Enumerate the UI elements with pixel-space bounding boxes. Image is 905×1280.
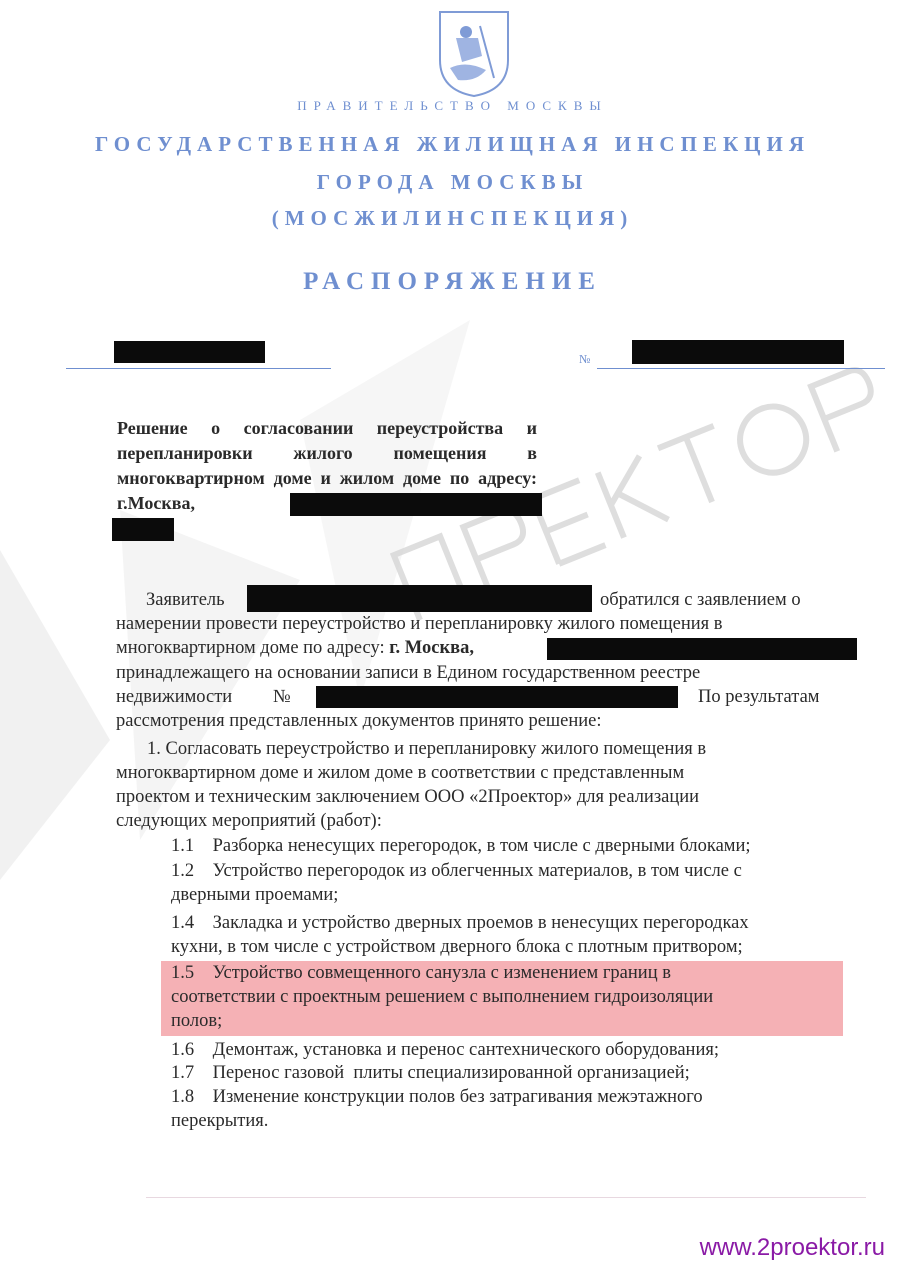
subitem-1-8-line2: перекрытия. xyxy=(171,1111,269,1131)
org-name-line2: ГОРОДА МОСКВЫ xyxy=(316,170,589,194)
body-line5-b: № xyxy=(273,687,291,707)
applicant-tail: обратился с заявлением о xyxy=(600,590,801,610)
website-link[interactable]: www.2proektor.ru xyxy=(699,1234,885,1261)
number-underline xyxy=(597,368,885,369)
redacted-registry-number xyxy=(316,686,678,708)
subitem-1-8-line1: 1.8 Изменение конструкции полов без затрагивания межэтажного xyxy=(171,1087,703,1107)
moscow-coat-of-arms-icon xyxy=(436,8,512,98)
applicant-label: Заявитель xyxy=(146,590,225,610)
government-title: ПРАВИТЕЛЬСТВО МОСКВЫ xyxy=(297,98,608,113)
redacted-number xyxy=(632,340,844,364)
body-line3-city: г. Москва, xyxy=(389,638,474,658)
subitem-1-5-line3: полов; xyxy=(171,1011,223,1031)
item1-line3: проектом и техническим заключением ООО «2Проектор» для реализации xyxy=(116,787,700,807)
subitem-1-2-line1: 1.2 Устройство перегородок из облегченных материалов, в том числе с xyxy=(171,861,742,881)
subitem-1-4-line1: 1.4 Закладка и устройство дверных проемов в ненесущих перегородках xyxy=(171,913,749,933)
body-line6: рассмотрения представленных документов принято решение: xyxy=(116,711,602,731)
redacted-applicant xyxy=(247,585,592,612)
item1-line1: 1. Согласовать переустройство и перепланировку жилого помещения в xyxy=(147,739,707,759)
number-label: № xyxy=(579,352,591,366)
body-line5-a: недвижимости xyxy=(116,687,233,707)
body-line2: намерении провести переустройство и перепланировку жилого помещения в xyxy=(116,614,723,634)
subitem-1-7: 1.7 Перенос газовой плиты специализированной организацией; xyxy=(171,1063,690,1083)
body-line4: принадлежащего на основании записи в Едином государственном реестре xyxy=(116,663,701,683)
redacted-date xyxy=(114,341,265,363)
subitem-1-5-line1: 1.5 Устройство совмещенного санузла с изменением границ в xyxy=(171,963,671,983)
date-underline xyxy=(66,368,331,369)
body-line3 xyxy=(116,636,474,660)
subitem-1-4-line2: кухни, в том числе с устройством дверного блока с плотным притвором; xyxy=(171,937,743,957)
org-name-line1: ГОСУДАРСТВЕННАЯ ЖИЛИЩНАЯ ИНСПЕКЦИЯ xyxy=(94,132,811,156)
document-type-title: РАСПОРЯЖЕНИЕ xyxy=(303,268,602,295)
redacted-subject-address xyxy=(290,493,542,516)
subject-text: Решение о согласовании переустройства и перепланировки жилого помещения в многоквартирном доме и жилом доме по адресу: г.Москва, xyxy=(117,418,537,513)
redacted-subject-address-2 xyxy=(112,518,174,541)
redacted-address xyxy=(547,638,857,660)
body-line3-text: многоквартирном доме по адресу: xyxy=(116,638,385,658)
scan-artifact-line xyxy=(146,1197,866,1198)
body-line5-c: По результатам xyxy=(698,687,820,707)
item1-line2: многоквартирном доме и жилом доме в соответствии с представленным xyxy=(116,763,685,783)
subitem-1-5-line2: соответствии с проектным решением с выполнением гидроизоляции xyxy=(171,987,714,1007)
subitem-1-1: 1.1 Разборка ненесущих перегородок, в том числе с дверными блоками; xyxy=(171,836,751,856)
subitem-1-2-line2: дверными проемами; xyxy=(171,885,339,905)
subitem-1-6: 1.6 Демонтаж, установка и перенос сантехнического оборудования; xyxy=(171,1040,720,1060)
item1-line4: следующих мероприятий (работ): xyxy=(116,811,382,831)
org-name-line3: (МОСЖИЛИНСПЕКЦИЯ) xyxy=(271,206,634,230)
